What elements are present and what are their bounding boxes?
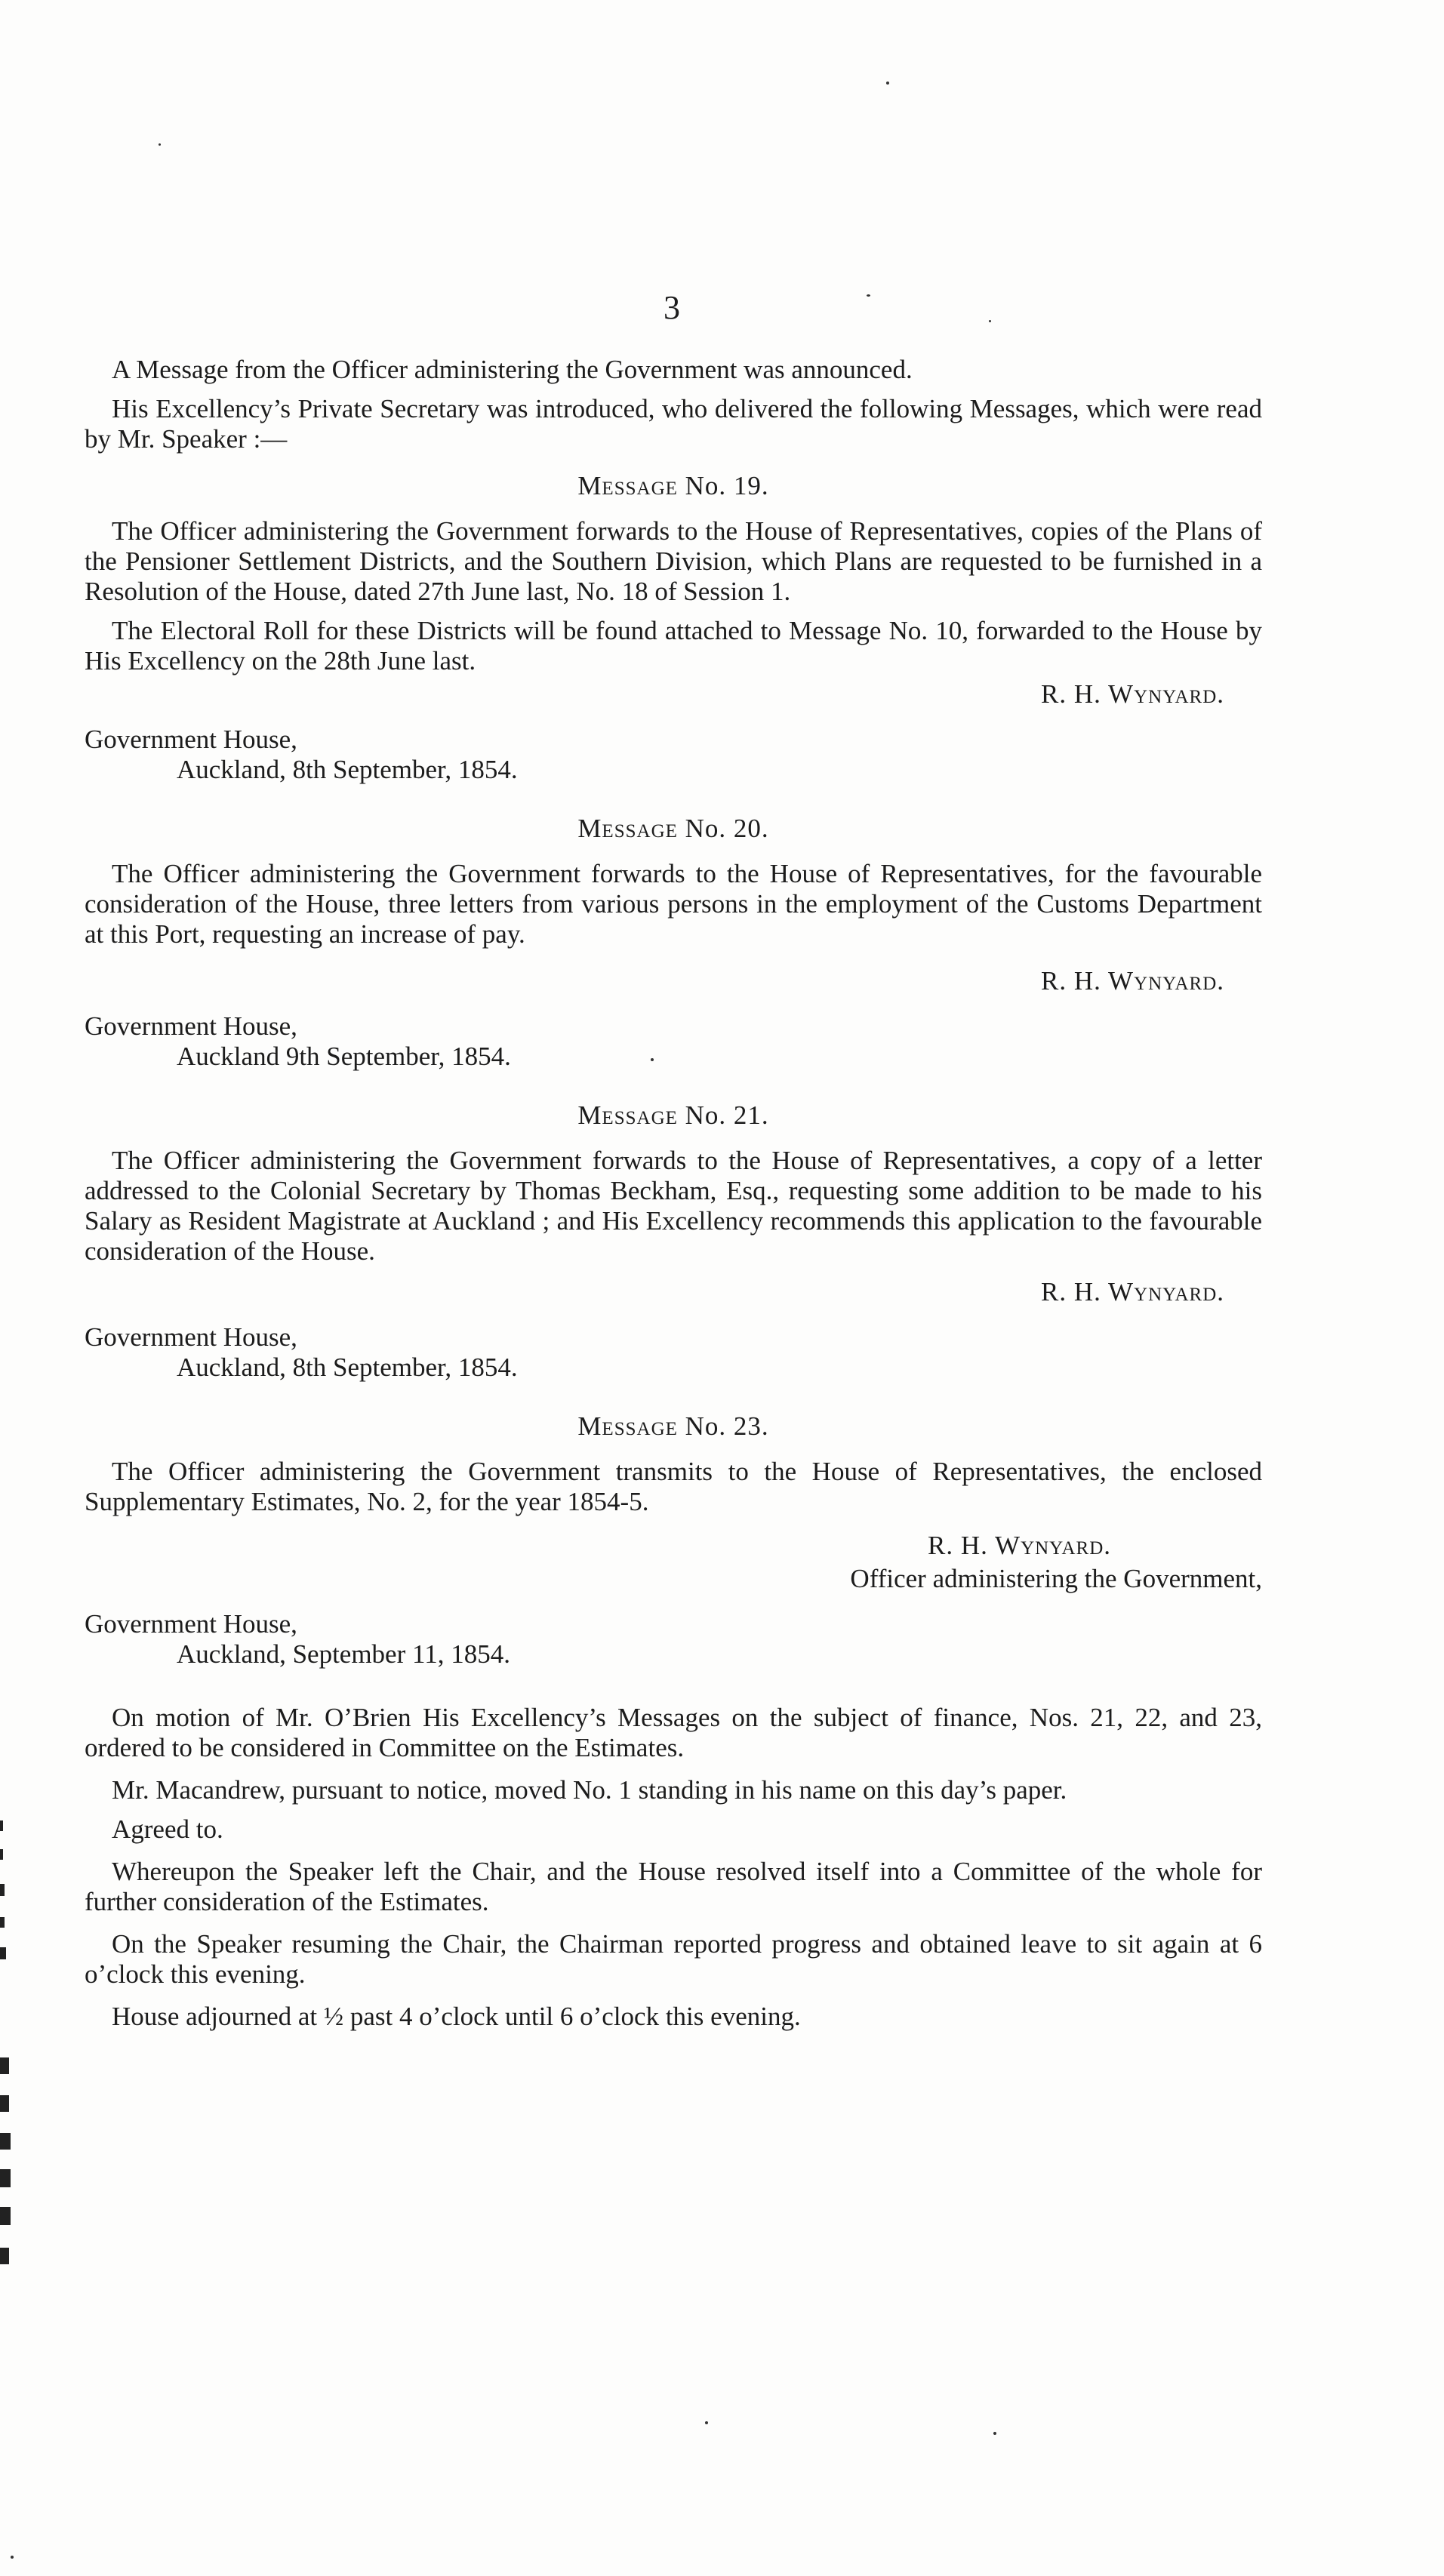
scan-speck	[705, 2421, 708, 2424]
address-date-line: Auckland, 8th September, 1854.	[177, 1353, 518, 1382]
proceedings-paragraph: Whereupon the Speaker left the Chair, and the House resolved itself into a Committee of the whole for further consideration of the Estimates.	[85, 1857, 1262, 1916]
scan-edge-mark	[0, 2057, 9, 2074]
address-block	[85, 725, 1262, 785]
address-block	[85, 1322, 1262, 1383]
message-23	[85, 1411, 1262, 1670]
scan-edge-mark	[0, 1849, 3, 1860]
intro-paragraph: His Excellency’s Private Secretary was introduced, who delivered the following Messages, which were read by Mr. Speaker :—	[85, 394, 1262, 454]
scan-edge-mark	[0, 2248, 9, 2264]
address-block	[85, 1609, 1262, 1670]
message-heading	[85, 471, 1262, 501]
address-line: Government House,	[85, 1609, 297, 1639]
proceedings-paragraph: On the Speaker resuming the Chair, the Chairman reported progress and obtained leave to sit again at 6 o’clock this evening.	[85, 1929, 1262, 1989]
message-paragraph: The Officer administering the Government forwards to the House of Representatives, for the favourable consideration of the House, three letters from various persons in the employment of the Customs Department at this Port, requesting an increase of pay.	[85, 859, 1262, 949]
scan-edge-mark	[0, 2169, 11, 2187]
scan-speck	[11, 2556, 14, 2559]
message-paragraph: The Officer administering the Government forwards to the House of Representatives, a copy of a letter addressed to the Colonial Secretary by Thomas Beckham, Esq., requesting some addition to be made to his Salary as Resident Magistrate at Auckland ; and His Excellency recommends this application to the favourable consideration of the House.	[85, 1146, 1262, 1266]
announcement: A Message from the Officer administering the Government was announced.	[112, 355, 913, 384]
scan-speck	[651, 1058, 654, 1061]
scan-edge-mark	[0, 1820, 3, 1831]
message-heading-label: Message	[577, 814, 678, 843]
signature: R. H. Wynyard.	[928, 1531, 1111, 1560]
scan-edge-mark	[0, 1917, 5, 1928]
message-heading	[85, 814, 1262, 844]
page-number: 3	[664, 289, 680, 326]
signature: R. H. Wynyard.	[1041, 679, 1224, 709]
proceedings-paragraph: Agreed to.	[112, 1814, 223, 1844]
scan-speck	[867, 294, 870, 297]
message-19	[85, 471, 1262, 785]
message-paragraph: The Officer administering the Government forwards to the House of Representatives, copies of the Plans of the Pensioner Settlement Districts, and the Southern Division, which Plans are requested to be furnished in a Resolution of the House, dated 27th June last, No. 18 of Session 1.	[85, 516, 1262, 606]
message-heading-number: No. 19.	[685, 471, 769, 500]
page-body	[85, 285, 1262, 2032]
address-line: Government House,	[85, 725, 297, 754]
address-block	[85, 1011, 1262, 1072]
message-heading	[85, 1411, 1262, 1442]
message-heading-number: No. 21.	[685, 1100, 769, 1130]
scan-speck	[159, 143, 161, 146]
message-20	[85, 814, 1262, 1072]
proceedings-paragraph: House adjourned at ½ past 4 o’clock until 6 o’clock this evening.	[112, 2002, 801, 2031]
scan-speck	[989, 320, 991, 322]
scan-edge-mark	[0, 2207, 11, 2225]
proceedings	[85, 1703, 1262, 2032]
scan-speck	[993, 2432, 996, 2435]
message-heading-label: Message	[577, 471, 678, 500]
message-heading-number: No. 23.	[685, 1411, 769, 1441]
scan-edge-mark	[0, 2133, 11, 2150]
address-date-line: Auckland, 8th September, 1854.	[177, 755, 518, 784]
scan-edge-mark	[0, 1884, 5, 1896]
signature: R. H. Wynyard.	[1041, 966, 1224, 996]
address-line: Government House,	[85, 1011, 297, 1041]
message-paragraph: The Electoral Roll for these Districts will be found attached to Message No. 10, forwarded to the House by His Excellency on the 28th June last.	[85, 616, 1262, 676]
message-heading-label: Message	[577, 1100, 678, 1130]
proceedings-paragraph: Mr. Macandrew, pursuant to notice, moved No. 1 standing in his name on this day’s paper.	[112, 1775, 1067, 1805]
message-21	[85, 1100, 1262, 1383]
address-date-line: Auckland 9th September, 1854.	[177, 1042, 511, 1071]
address-date-line: Auckland, September 11, 1854.	[177, 1639, 510, 1669]
scan-speck	[886, 82, 889, 85]
proceedings-paragraph: On motion of Mr. O’Brien His Excellency’s Messages on the subject of finance, Nos. 21, 22, and 23, ordered to be considered in Committee on the Estimates.	[85, 1703, 1262, 1762]
scan-edge-mark	[0, 2095, 9, 2112]
message-heading-label: Message	[577, 1411, 678, 1441]
message-heading	[85, 1100, 1262, 1131]
message-paragraph: The Officer administering the Government transmits to the House of Representatives, the enclosed Supplementary Estimates, No. 2, for the year 1854-5.	[85, 1457, 1262, 1516]
signature-title: Officer administering the Government,	[850, 1564, 1262, 1593]
scan-edge-mark	[0, 1947, 6, 1959]
message-heading-number: No. 20.	[685, 814, 769, 843]
signature: R. H. Wynyard.	[1041, 1277, 1224, 1306]
address-line: Government House,	[85, 1322, 297, 1352]
